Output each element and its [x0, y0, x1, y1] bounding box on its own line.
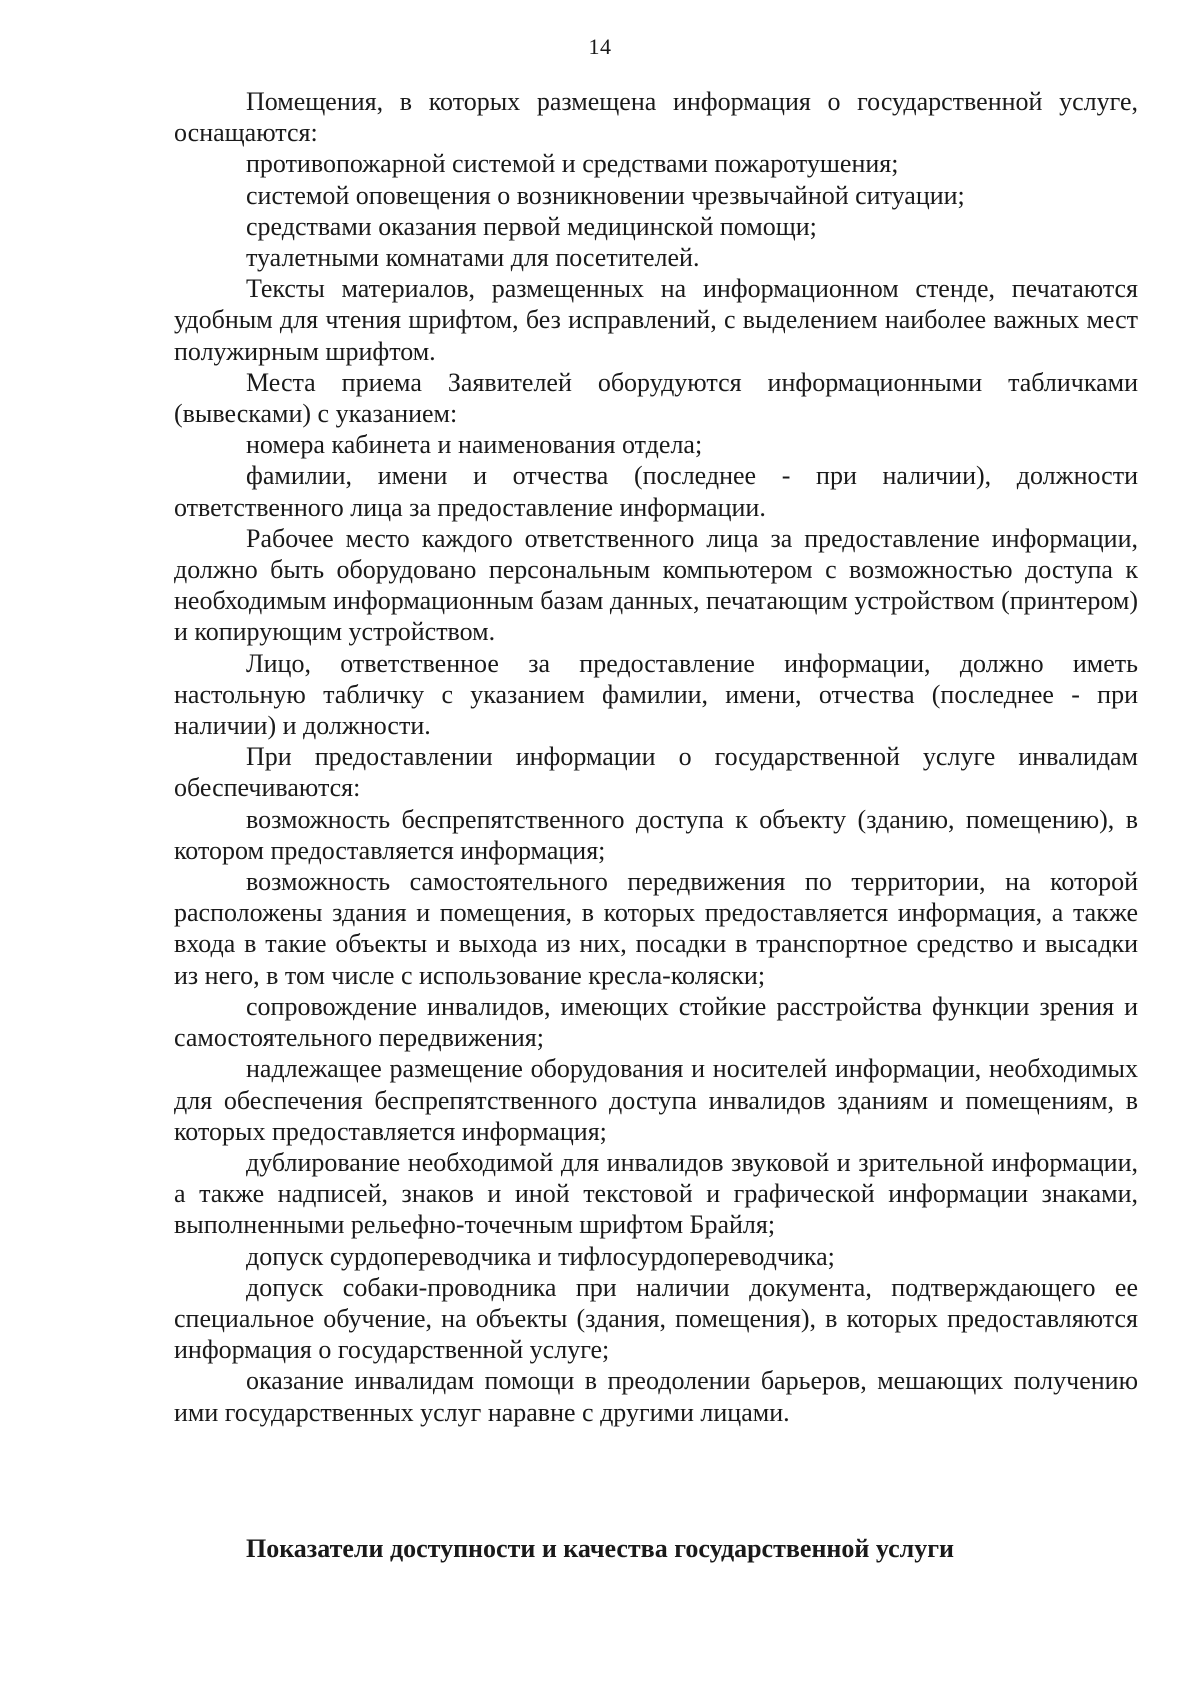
paragraph-desk-plate: Лицо, ответственное за предоставление информации, должно иметь настольную табличку с указанием фамилии, имени, отчества (последнее - при наличии) и должности.	[174, 648, 1138, 741]
list-item-office-number: номера кабинета и наименования отдела;	[246, 430, 703, 460]
paragraph-workplace: Рабочее место каждого ответственного лица за предоставление информации, должно быть оборудовано персональным компьютером с возможностью доступа к необходимым информационным базам данных, печатающим устройством (принтером) и копирующим устройством.	[174, 523, 1138, 647]
document-body	[174, 86, 1138, 1428]
list-item-fire-safety: противопожарной системой и средствами пожаротушения;	[246, 149, 899, 179]
paragraph-reception-signs: Места приема Заявителей оборудуются информационными табличками (вывесками) с указанием:	[174, 367, 1138, 429]
list-item-emergency-alert: системой оповещения о возникновении чрезвычайной ситуации;	[246, 180, 965, 210]
list-item-toilets: туалетными комнатами для посетителей.	[246, 243, 700, 273]
section-heading: Показатели доступности и качества государственной услуги	[245, 1534, 955, 1563]
list-item-unobstructed-access: возможность беспрепятственного доступа к объекту (зданию, помещению), в котором предоставляется информация;	[174, 804, 1138, 865]
paragraph-premises-equipment: Помещения, в которых размещена информация о государственной услуге, оснащаются:	[174, 87, 1138, 148]
list-item-braille-duplication: дублирование необходимой для инвалидов звуковой и зрительной информации, а также надписей, знаков и иной текстовой и графической информации знаками, выполненными рельефно-точечным шрифтом Брайля;	[174, 1147, 1138, 1240]
list-item-escort: сопровождение инвалидов, имеющих стойкие расстройства функции зрения и самостоятельного передвижения;	[174, 991, 1138, 1053]
list-item-barrier-assistance: оказание инвалидам помощи в преодолении барьеров, мешающих получению ими государственных услуг наравне с другими лицами.	[174, 1366, 1138, 1427]
paragraph-stand-texts: Тексты материалов, размещенных на информационном стенде, печатаются удобным для чтения шрифтом, без исправлений, с выделением наиболее важных мест полужирным шрифтом.	[174, 274, 1138, 366]
list-item-guide-dog: допуск собаки-проводника при наличии документа, подтверждающего ее специальное обучение, на объекты (здания, помещения), в которых предоставляются информация о государственной услуге;	[174, 1272, 1138, 1365]
page-number: 14	[588, 34, 612, 59]
list-item-equipment-placement: надлежащее размещение оборудования и носителей информации, необходимых для обеспечения беспрепятственного доступа инвалидов зданиям и помещениям, в которых предоставляется информация;	[174, 1054, 1138, 1146]
list-item-independent-movement: возможность самостоятельного передвижения по территории, на которой расположены здания и помещения, в которых предоставляется информация, а также входа в такие объекты и выхода из них, посадки в транспортное средство и высадки из него, в том числе с использование кресла-коляски;	[174, 867, 1138, 990]
list-item-first-aid: средствами оказания первой медицинской помощи;	[246, 211, 817, 241]
paragraph-disabled-provisions: При предоставлении информации о государственной услуге инвалидам обеспечиваются:	[174, 742, 1138, 803]
list-item-sign-interpreter: допуск сурдопереводчика и тифлосурдопереводчика;	[246, 1241, 835, 1271]
list-item-responsible-name: фамилии, имени и отчества (последнее - при наличии), должности ответственного лица за предоставление информации.	[174, 461, 1138, 522]
